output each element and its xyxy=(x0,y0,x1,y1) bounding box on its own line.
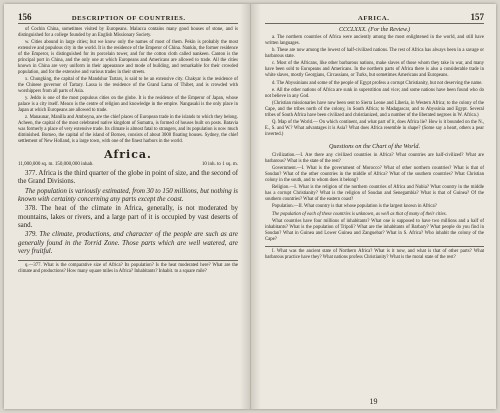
page-number: 157 xyxy=(470,12,484,22)
paragraph: Religion.—I. What is the religion of the northern countries of Africa and Nubia? What country in the middle has a corrupt Christianity? What is the religion of Soudan and Senegambia? What is that of Guinea? Of the southern countries? What of the eastern coast? xyxy=(265,185,484,202)
paragraph: Civilization.—I. Are there any civilized countries in Africa? What countries are half-civilized? What are barbarous? What is the state of the rest? xyxy=(265,152,484,164)
left-page-header xyxy=(18,12,238,24)
paragraph: 379. The climate, productions, and character of the people are such as are generally found in the Torrid Zone. Those parts which are well watered, are very fruitful. xyxy=(18,231,238,255)
stats-area-population: 11,000,000 sq. m. 150,000,000 inhab. xyxy=(18,161,94,167)
paragraph: Government.—I. What is the government of Morocco? What of other northern countries? What is that of Soudan? What of the other countries in the middle of Africa? What of the southern countries? What Christian colony in the south, and to whom does it belong? xyxy=(265,166,484,183)
paragraph: Q. Map of the World.— On which continent, and what part of it, does Africa lie? How is it bounded on the N., E., S. and W.? What advantages it is Asia? What does Africa resemble in shape? (Some say a heart, others a pear inverted.) xyxy=(265,120,484,137)
gutter-shadow xyxy=(251,4,261,409)
paragraph: e. All the other nations of Africa are sunk in superstition and vice; and some nations have been found who do not believe in any God. xyxy=(265,87,484,99)
page-number: 156 xyxy=(18,12,32,22)
paragraph: (Christian missionaries have now been sent to Sierra Leone and Liberia, in Western Africa; to the colony of the Cape, and the tribes north of the colony, in South Africa; to Madagascar, and to Abyssinia and Egypt. Several tribes of South Africa have been civilized and christianized, and a number of the liberated negroes in W. Africa.) xyxy=(265,101,484,118)
paragraph: What countries have four millions of inhabitants? What one is supposed to have two millions and a half of inhabitants? What is the population of Tripoli? What are the inhabitants of Barbary? What people do you find in Soudan? What in Guinea and Lower Guinea and Zanguebar? What in S. Africa? Who inhabit the colony of the Cape? xyxy=(265,218,484,242)
divider xyxy=(265,246,484,247)
left-page xyxy=(4,4,250,409)
running-head: AFRICA. xyxy=(358,15,390,22)
gutter-shadow xyxy=(240,4,250,409)
paragraph: b. These are now among the lowest of half-civilized nations. The rest of Africa has always been in a savage or barbarous state. xyxy=(265,48,484,60)
paragraph: x. Chungking, the capital of the Mandshur Tartars, is said to be an extensive city. Chakyar is the residence of the Chinese governor of Tartary. Lassa is the residence of the Grand Lama of Thibet, and is crowded with worshippers from all parts of Asia. xyxy=(18,77,238,94)
divider xyxy=(18,260,238,261)
paragraph: y. Jeddo is one of the most populous cities on the globe. It is the residence of the Emperor of Japan, whose palace is a city itself. Meaco is the centre of religion and knowledge in the empire. Nangasaki is the only place in Japan at which Europeans are allowed to trade. xyxy=(18,96,238,113)
stats-line xyxy=(18,162,238,167)
right-page xyxy=(250,4,496,409)
stats-density: 10 inh. to 1 sq. m. xyxy=(201,161,238,167)
paragraph: z. Manaunar, Manilla and Amboyna, are the chief places of European trade in the islands to which they belong. Acheen, the capital of the most celebrated native kingdom of Sumatra, is formed of houses built on posts. Batavia was formerly a place of very extensive trade. Its climate is almost fatal to strangers, and its population is now much diminished. Borneo, the capital of the island of Borneo, consists of about 3000 floating houses. Sydney, the chief settlement of New Holland, is a large town, with one of the finest harbors in the world. xyxy=(18,115,238,144)
paragraph: The population of each of these countries is unknown, as well as that of many of their cities. xyxy=(272,211,447,217)
paragraph: d. The Abyssinians and some of the people of Egypt profess a corrupt Christianity, but not deserving the name. xyxy=(272,80,483,86)
paragraph: a. The northern countries of Africa were anciently among the most enlightened in the world, and still have written languages. xyxy=(265,35,484,46)
paragraph: The population is variously estimated, from 30 to 150 millions, but nothing is known with certainty concerning any parts except the coast. xyxy=(18,187,238,203)
section-title: Africa. xyxy=(104,147,152,161)
review-title: CCCLXXX. (For the Review.) xyxy=(338,27,411,33)
questions-footnote: I. What was the ancient state of Northern Africa? What is it now, and what is that of other parts? What barbarous practice have they? What nations profess Christianity? What is the moral state of the rest? xyxy=(265,249,484,261)
paragraph: 377. Africa is the third quarter of the globe in point of size, and the second of the Grand Divisions. xyxy=(18,169,238,185)
right-page-header xyxy=(265,12,484,24)
book-spread xyxy=(4,4,496,409)
questions-title: Questions on the Chart of the World. xyxy=(328,142,421,150)
paragraph: c. Most of the Africans, like other barbarous nations, make slaves of those whom they take in war, and many have been sold to Europeans and Americans. In the northern parts of Africa there is also a considerable trade in white slaves, mostly Georgians, Circassians, or Turks, but sometimes Americans and Europeans. xyxy=(265,61,484,79)
questions-footnote: q.—377. What is the comparative size of Africa? Its population? Is the heat moderated here? What are the climate and productions? How many square miles in Africa? Inhabitants? Inhabit. to a square mile? xyxy=(18,262,238,274)
paragraph: w. Cities abound in large cities; but we know only the names of most of them. Pekin is probably the most extensive and populous city in the world. It is the residence of the Emperor of China. Nankin, the former residence of the Emperor, is distinguished for its porcelain tower, and for the cotton cloth called nankeen. Canton is the principal port in China, and the only one at which Europeans and Americans are allowed to trade. All the cities known in China are very uniform in their appearance and mode of building, and remarkable for their crowded population, and for the extensive and various trades in their streets. xyxy=(18,40,238,75)
paragraph: of Cochin China, sometimes visited by Europeans. Malacca contains many good houses of stone, and is distinguished for a college founded by an English Missionary Society. xyxy=(18,27,238,38)
running-head: DESCRIPTION OF COUNTRIES. xyxy=(71,15,186,22)
signature-mark: 19 xyxy=(369,397,378,406)
paragraph: Population.—II. What country is that whose population is the largest known in Africa? xyxy=(272,204,437,210)
paragraph: 378. The heat of the climate in Africa, generally, is not moderated by mountains, lakes or rivers, and a large part of it is occupied by vast deserts of sand. xyxy=(18,205,238,229)
